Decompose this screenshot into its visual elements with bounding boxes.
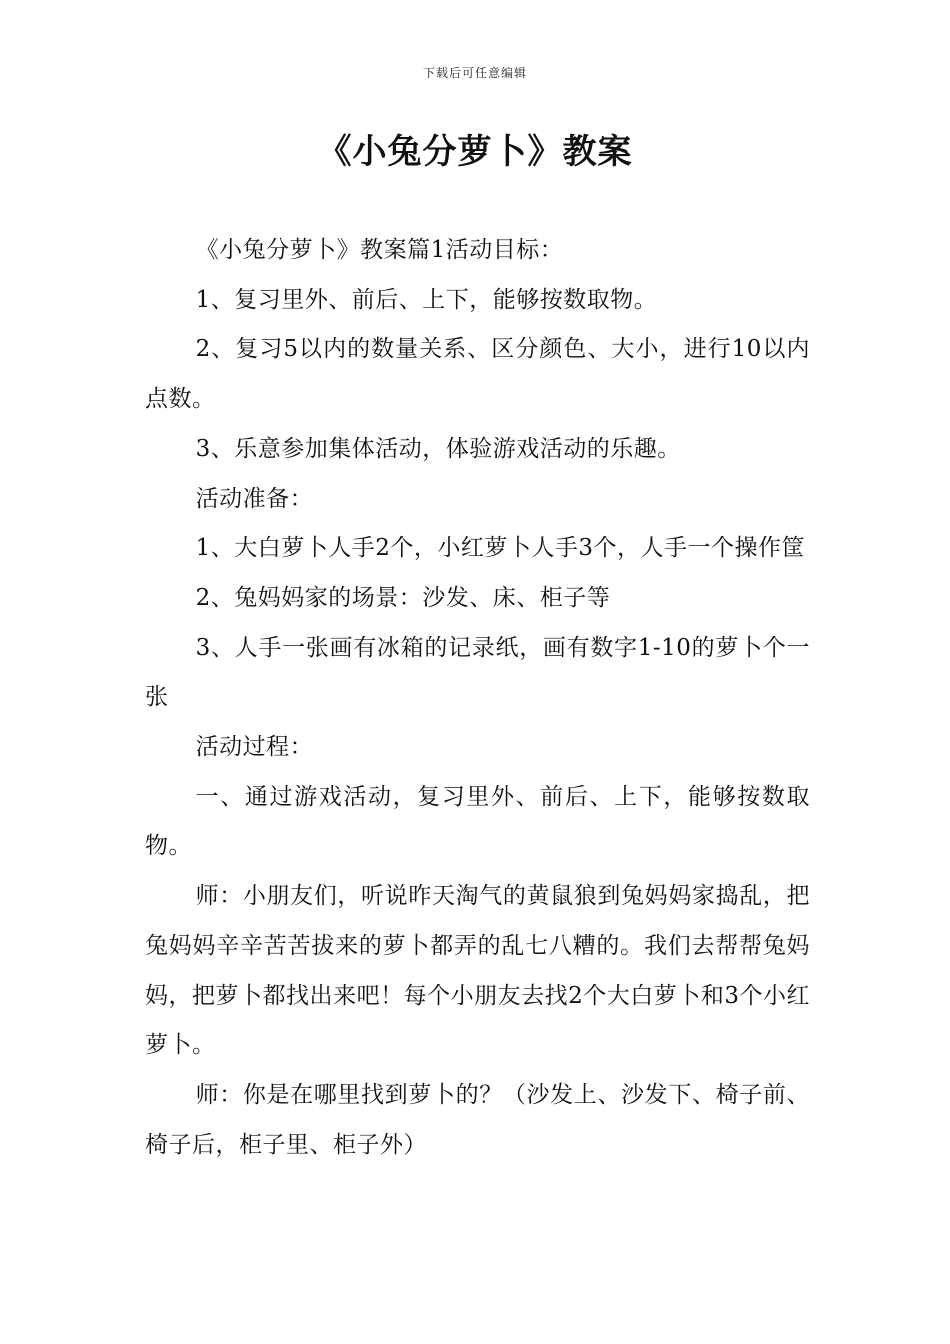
paragraph-preparation-2: 2、兔妈妈家的场景：沙发、床、柜子等	[195, 584, 611, 611]
paragraph-goal-3: 3、乐意参加集体活动，体验游戏活动的乐趣。	[195, 435, 681, 462]
document-body	[145, 226, 810, 1170]
paragraph-process-1: 一、通过游戏活动，复习里外、前后、上下，能够按数取物。	[145, 783, 810, 860]
paragraph-preparation-3: 3、人手一张画有冰箱的记录纸，画有数字1-10的萝卜个一张	[145, 634, 810, 711]
paragraph-teacher-1: 师：小朋友们，听说昨天淘气的黄鼠狼到兔妈妈家捣乱，把兔妈妈辛辛苦苦拔来的萝卜都弄的乱七八糟的。我们去帮帮兔妈妈，把萝卜都找出来吧！每个小朋友去找2个大白萝卜和3个小红萝卜。	[145, 883, 810, 1059]
paragraph-teacher-2: 师：你是在哪里找到萝卜的？（沙发上、沙发下、椅子前、椅子后，柜子里、柜子外）	[145, 1081, 810, 1158]
document-title: 《小兔分萝卜》教案	[317, 132, 633, 172]
paragraph-preparation-1: 1、大白萝卜人手2个，小红萝卜人手3个，人手一个操作筐	[195, 535, 805, 562]
paragraph-intro: 《小兔分萝卜》教案篇1活动目标：	[195, 237, 564, 263]
paragraph-goal-1: 1、复习里外、前后、上下，能够按数取物。	[195, 286, 658, 313]
paragraph-process-heading: 活动过程：	[195, 734, 314, 761]
header-note: 下载后可任意编辑	[422, 66, 527, 80]
paragraph-preparation-heading: 活动准备：	[195, 485, 314, 512]
paragraph-goal-2: 2、复习5以内的数量关系、区分颜色、大小，进行10以内点数。	[145, 336, 810, 413]
